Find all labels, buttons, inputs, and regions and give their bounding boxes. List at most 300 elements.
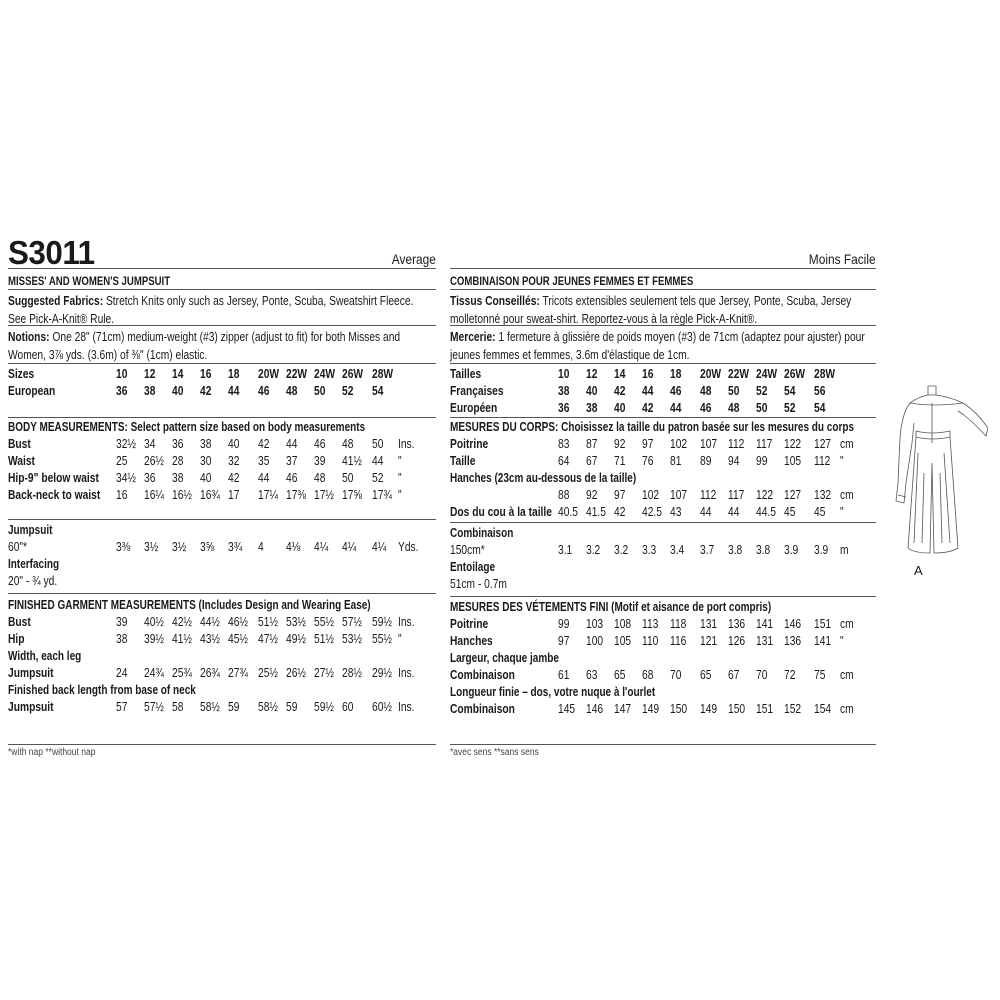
- cell-value: 34½: [116, 471, 136, 485]
- cell-value: 107: [670, 488, 688, 502]
- body-waist-row: [8, 453, 436, 470]
- cell-value: 39: [314, 454, 326, 468]
- cell-value: 49½: [286, 632, 306, 646]
- cell-value: 20W: [700, 367, 722, 381]
- cell-value: 43½: [200, 632, 220, 646]
- row-label: Hip-9" below waist: [8, 471, 99, 485]
- cell-value: 44½: [200, 615, 220, 629]
- body-hip-row: [8, 470, 436, 487]
- cell-value: 117: [728, 488, 745, 502]
- cell-value: 59½: [372, 615, 392, 629]
- cell-value: 48: [728, 401, 740, 415]
- cell-value: 141: [814, 634, 832, 648]
- unit-label: ": [840, 505, 844, 519]
- row-label: Sizes: [8, 367, 35, 381]
- cell-value: 57½: [342, 615, 362, 629]
- cell-value: 58: [172, 700, 184, 714]
- unit-label: ": [398, 632, 402, 646]
- cell-value: 59: [286, 700, 298, 714]
- cell-value: 54: [814, 401, 826, 415]
- cell-value: 41.5: [586, 505, 606, 519]
- difficulty-level: Average: [391, 251, 436, 267]
- cell-value: 48: [314, 471, 326, 485]
- cell-value: 35: [258, 454, 270, 468]
- cell-value: 40: [200, 471, 212, 485]
- row-label: Back-neck to waist: [8, 488, 101, 502]
- cell-value: 40½: [144, 615, 164, 629]
- cell-value: 47½: [258, 632, 278, 646]
- body-measurements-header: BODY MEASUREMENTS: Select pattern size based on body measurements: [8, 420, 366, 434]
- cell-value: 48: [286, 384, 298, 398]
- divider: [450, 744, 876, 745]
- cell-value: 68: [642, 668, 654, 682]
- divider: [8, 593, 436, 594]
- cell-value: 145: [558, 702, 576, 716]
- cell-value: 28: [172, 454, 184, 468]
- row-label: Combinaison: [450, 702, 515, 716]
- cell-value: 46: [314, 437, 326, 451]
- cell-value: 17⅜: [286, 488, 306, 502]
- body-hip-row-fr: [450, 487, 876, 504]
- cell-value: 42.5: [642, 505, 662, 519]
- unit-label: ": [398, 488, 402, 502]
- cell-value: 10: [116, 367, 128, 381]
- cell-value: 151: [756, 702, 774, 716]
- notions-fr: [450, 328, 876, 364]
- row-label: Bust: [8, 615, 31, 629]
- unit-label: cm: [840, 702, 854, 716]
- cell-value: 107: [700, 437, 718, 451]
- cell-value: 154: [814, 702, 832, 716]
- cell-value: 17¾: [372, 488, 392, 502]
- cell-value: 46: [258, 384, 270, 398]
- cell-value: 36: [144, 471, 156, 485]
- cell-value: 52: [756, 384, 768, 398]
- cell-value: 112: [728, 437, 745, 451]
- cell-value: 38: [558, 384, 570, 398]
- cell-value: 99: [558, 617, 570, 631]
- interfacing-label-fr: Entoilage: [450, 560, 496, 574]
- cell-value: 22W: [728, 367, 750, 381]
- cell-value: 136: [728, 617, 746, 631]
- cell-value: 99: [756, 454, 768, 468]
- cell-value: 112: [814, 454, 831, 468]
- row-label: Jumpsuit: [8, 666, 54, 680]
- cell-value: 16: [200, 367, 212, 381]
- row-label: Françaises: [450, 384, 504, 398]
- unit-label: Ins.: [398, 666, 415, 680]
- unit-label: ": [398, 454, 402, 468]
- row-label: Hip: [8, 632, 25, 646]
- european-sizes-row-fr: [450, 400, 876, 417]
- cell-value: 97: [558, 634, 570, 648]
- cell-value: 3.8: [756, 543, 771, 557]
- hips-header-fr: Hanches (23cm au-dessous de la taille): [450, 471, 637, 485]
- fabrics-label-fr: Tissus Conseillés:: [450, 294, 540, 308]
- divider: [8, 417, 436, 418]
- pattern-title: MISSES' AND WOMEN'S JUMPSUIT: [8, 274, 171, 288]
- cell-value: 46: [700, 401, 712, 415]
- cell-value: 92: [614, 437, 626, 451]
- cell-value: 18: [670, 367, 682, 381]
- cell-value: 71: [614, 454, 626, 468]
- cell-value: 46: [670, 384, 682, 398]
- cell-value: 112: [700, 488, 717, 502]
- cell-value: 40: [228, 437, 240, 451]
- cell-value: 38: [172, 471, 184, 485]
- cell-value: 55½: [314, 615, 334, 629]
- interfacing-value: 20" - ¾ yd.: [8, 574, 58, 588]
- cell-value: 149: [700, 702, 718, 716]
- cell-value: 32: [228, 454, 240, 468]
- cell-value: 146: [784, 617, 802, 631]
- cell-value: 37: [286, 454, 298, 468]
- french-sizes-row: [450, 383, 876, 400]
- view-label: A: [914, 563, 923, 578]
- cell-value: 3.9: [814, 543, 829, 557]
- cell-value: 45½: [228, 632, 248, 646]
- divider: [450, 289, 876, 290]
- cell-value: 45: [814, 505, 826, 519]
- cell-value: 17¼: [258, 488, 278, 502]
- cell-value: 65: [700, 668, 712, 682]
- fabrics-text: Stretch Knits only such as Jersey, Ponte, Scuba, Sweatshirt Fleece. See Pick-A-Knit® Rule.: [8, 294, 414, 326]
- cell-value: 26W: [784, 367, 806, 381]
- cell-value: 150: [728, 702, 746, 716]
- cell-value: 18: [228, 367, 240, 381]
- footnote: *with nap **without nap: [8, 747, 96, 758]
- cell-value: 131: [700, 617, 718, 631]
- divider: [8, 268, 436, 269]
- cell-value: 52: [342, 384, 354, 398]
- cell-value: 100: [586, 634, 604, 648]
- yardage-jumpsuit-label-fr: Combinaison: [450, 526, 514, 540]
- notions: [8, 328, 434, 364]
- cell-value: 25: [116, 454, 128, 468]
- cell-value: 141: [756, 617, 774, 631]
- cell-value: 26½: [144, 454, 164, 468]
- cell-value: 65: [614, 668, 626, 682]
- cell-value: 42: [228, 471, 240, 485]
- row-label: Bust: [8, 437, 31, 451]
- body-back-neck-row: [8, 487, 436, 504]
- cell-value: 42½: [172, 615, 192, 629]
- footnote-fr: *avec sens **sans sens: [450, 747, 539, 758]
- cell-value: 102: [670, 437, 688, 451]
- body-bust-row: [8, 436, 436, 453]
- cell-value: 150: [670, 702, 688, 716]
- notions-label: Notions:: [8, 330, 50, 344]
- cell-value: 28W: [814, 367, 836, 381]
- cell-value: 3.4: [670, 543, 685, 557]
- cell-value: 146: [586, 702, 604, 716]
- cell-value: 27½: [314, 666, 334, 680]
- cell-value: 20W: [258, 367, 280, 381]
- cell-value: 97: [642, 437, 654, 451]
- cell-value: 22W: [286, 367, 308, 381]
- cell-value: 57: [116, 700, 128, 714]
- row-label: Hanches: [450, 634, 493, 648]
- cell-value: 26¾: [200, 666, 220, 680]
- row-label: Combinaison: [450, 668, 515, 682]
- cell-value: 122: [784, 437, 802, 451]
- cell-value: 4⅛: [286, 540, 301, 554]
- finished-measurements-header: FINISHED GARMENT MEASUREMENTS (Includes Design and Wearing Ease): [8, 598, 371, 612]
- finished-hip-row-fr: [450, 633, 876, 650]
- cell-value: 44: [258, 471, 270, 485]
- divider: [8, 519, 436, 520]
- unit-label: m: [840, 543, 849, 557]
- cell-value: 28W: [372, 367, 394, 381]
- cell-value: 44: [286, 437, 298, 451]
- cell-value: 48: [700, 384, 712, 398]
- cell-value: 53½: [286, 615, 306, 629]
- cell-value: 4¼: [314, 540, 329, 554]
- divider: [8, 289, 436, 290]
- cell-value: 52: [784, 401, 796, 415]
- cell-value: 67: [586, 454, 598, 468]
- cell-value: 24W: [756, 367, 778, 381]
- cell-value: 36: [116, 384, 128, 398]
- cell-value: 3¾: [228, 540, 243, 554]
- cell-value: 12: [586, 367, 598, 381]
- cell-value: 24¾: [144, 666, 164, 680]
- cell-value: 121: [700, 634, 718, 648]
- cell-value: 3.7: [700, 543, 715, 557]
- cell-value: 58½: [258, 700, 278, 714]
- cell-value: 51½: [314, 632, 334, 646]
- divider: [450, 417, 876, 418]
- row-label: Jumpsuit: [8, 700, 54, 714]
- cell-value: 16: [116, 488, 128, 502]
- cell-value: 59: [228, 700, 240, 714]
- cell-value: 105: [784, 454, 802, 468]
- cell-value: 50: [372, 437, 384, 451]
- cell-value: 43: [670, 505, 682, 519]
- unit-label: cm: [840, 488, 854, 502]
- cell-value: 42: [258, 437, 270, 451]
- finished-length-row-fr: [450, 701, 876, 718]
- cell-value: 44.5: [756, 505, 776, 519]
- divider: [8, 325, 436, 326]
- cell-value: 25¾: [172, 666, 192, 680]
- cell-value: 34: [144, 437, 156, 451]
- cell-value: 4¼: [372, 540, 387, 554]
- cell-value: 59½: [314, 700, 334, 714]
- cell-value: 44: [700, 505, 712, 519]
- unit-label: ": [840, 634, 844, 648]
- fabrics-text-fr: Tricots extensibles seulement tels que Jersey, Ponte, Scuba, Jersey molletonné pour sweat-shirt. Reportez-vous à la règle Pick-A-Knit®.: [450, 294, 852, 326]
- cell-value: 52: [372, 471, 384, 485]
- cell-value: 17½: [314, 488, 334, 502]
- cell-value: 94: [728, 454, 740, 468]
- cell-value: 17⅝: [342, 488, 362, 502]
- suggested-fabrics: [8, 292, 434, 328]
- cell-value: 3⅜: [116, 540, 131, 554]
- cell-value: 16½: [172, 488, 192, 502]
- cell-value: 36: [172, 437, 184, 451]
- cell-value: 44: [642, 384, 654, 398]
- cell-value: 48: [342, 437, 354, 451]
- unit-label: ": [840, 454, 844, 468]
- cell-value: 63: [586, 668, 598, 682]
- cell-value: 102: [642, 488, 660, 502]
- cell-value: 81: [670, 454, 682, 468]
- cell-value: 72: [784, 668, 796, 682]
- cell-value: 29½: [372, 666, 392, 680]
- row-label: Poitrine: [450, 617, 489, 631]
- cell-value: 42: [200, 384, 212, 398]
- cell-value: 25½: [258, 666, 278, 680]
- body-measurements-header-fr: MESURES DU CORPS: Choisissez la taille du patron basée sur les mesures du corps: [450, 420, 855, 434]
- unit-label: Yds.: [398, 540, 419, 554]
- unit-label: cm: [840, 617, 854, 631]
- cell-value: 110: [642, 634, 659, 648]
- row-label: Waist: [8, 454, 35, 468]
- back-length-header: Finished back length from base of neck: [8, 683, 196, 697]
- cell-value: 44: [228, 384, 240, 398]
- cell-value: 97: [614, 488, 626, 502]
- cell-value: 67: [728, 668, 740, 682]
- unit-label: Ins.: [398, 700, 415, 714]
- finished-hip-row: [8, 631, 436, 648]
- cell-value: 3.8: [728, 543, 743, 557]
- finished-bust-row-fr: [450, 616, 876, 633]
- difficulty-level-fr: Moins Facile: [809, 251, 876, 267]
- cell-value: 12: [144, 367, 156, 381]
- interfacing-label: Interfacing: [8, 557, 60, 571]
- cell-value: 152: [784, 702, 802, 716]
- body-bust-row-fr: [450, 436, 876, 453]
- cell-value: 46: [286, 471, 298, 485]
- pattern-code: S3011: [8, 234, 95, 271]
- cell-value: 24: [116, 666, 128, 680]
- cell-value: 3.2: [614, 543, 629, 557]
- cell-value: 32½: [116, 437, 136, 451]
- notions-label-fr: Mercerie:: [450, 330, 496, 344]
- cell-value: 75: [814, 668, 826, 682]
- cell-value: 46½: [228, 615, 248, 629]
- cell-value: 118: [670, 617, 687, 631]
- divider: [8, 363, 436, 364]
- cell-value: 38: [586, 401, 598, 415]
- cell-value: 58½: [200, 700, 220, 714]
- cell-value: 83: [558, 437, 570, 451]
- cell-value: 126: [728, 634, 746, 648]
- unit-label: cm: [840, 668, 854, 682]
- leg-width-header-fr: Largeur, chaque jambe: [450, 651, 559, 665]
- cell-value: 40: [586, 384, 598, 398]
- cell-value: 24W: [314, 367, 336, 381]
- yardage-jumpsuit-label: Jumpsuit: [8, 523, 53, 537]
- body-back-neck-row-fr: [450, 504, 876, 521]
- cell-value: 16: [642, 367, 654, 381]
- yardage-jumpsuit-row-fr: [450, 542, 876, 559]
- cell-value: 92: [586, 488, 598, 502]
- cell-value: 122: [756, 488, 774, 502]
- european-sizes-row: [8, 383, 436, 400]
- cell-value: 45: [784, 505, 796, 519]
- cell-value: 50: [728, 384, 740, 398]
- unit-label: cm: [840, 437, 854, 451]
- cell-value: 89: [700, 454, 712, 468]
- cell-value: 30: [200, 454, 212, 468]
- cell-value: 105: [614, 634, 632, 648]
- pattern-title-fr: COMBINAISON POUR JEUNES FEMMES ET FEMMES: [450, 274, 694, 288]
- cell-value: 3.1: [558, 543, 573, 557]
- interfacing-row: [8, 573, 436, 590]
- cell-value: 88: [558, 488, 570, 502]
- cell-value: 38: [116, 632, 128, 646]
- finished-leg-row-fr: [450, 667, 876, 684]
- cell-value: 147: [614, 702, 632, 716]
- row-label: Poitrine: [450, 437, 489, 451]
- row-label: Dos du cou à la taille: [450, 505, 552, 519]
- fabric-width: 150cm*: [450, 543, 485, 557]
- row-label: Tailles: [450, 367, 482, 381]
- cell-value: 149: [642, 702, 660, 716]
- cell-value: 3.3: [642, 543, 657, 557]
- interfacing-row-fr: [450, 576, 876, 593]
- cell-value: 36: [558, 401, 570, 415]
- cell-value: 40: [172, 384, 184, 398]
- jumpsuit-illustration: [888, 383, 988, 583]
- cell-value: 57½: [144, 700, 164, 714]
- unit-label: Ins.: [398, 437, 415, 451]
- cell-value: 50: [314, 384, 326, 398]
- cell-value: 76: [642, 454, 654, 468]
- fabric-width: 60"*: [8, 540, 28, 554]
- fabrics-label: Suggested Fabrics:: [8, 294, 104, 308]
- cell-value: 3½: [144, 540, 159, 554]
- cell-value: 41½: [172, 632, 192, 646]
- finished-bust-row: [8, 614, 436, 631]
- cell-value: 50: [756, 401, 768, 415]
- cell-value: 4: [258, 540, 264, 554]
- cell-value: 127: [784, 488, 802, 502]
- divider: [450, 596, 876, 597]
- leg-width-header: Width, each leg: [8, 649, 82, 663]
- cell-value: 131: [756, 634, 774, 648]
- cell-value: 27¾: [228, 666, 248, 680]
- finished-leg-row: [8, 665, 436, 682]
- cell-value: 60: [342, 700, 354, 714]
- cell-value: 70: [756, 668, 768, 682]
- row-label: European: [8, 384, 56, 398]
- cell-value: 87: [586, 437, 598, 451]
- back-length-header-fr: Longueur finie – dos, votre nuque à l'ourlet: [450, 685, 656, 699]
- cell-value: 132: [814, 488, 832, 502]
- cell-value: 50: [342, 471, 354, 485]
- finished-length-row: [8, 699, 436, 716]
- cell-value: 42: [614, 505, 626, 519]
- cell-value: 3.9: [784, 543, 799, 557]
- cell-value: 60½: [372, 700, 392, 714]
- cell-value: 26½: [286, 666, 306, 680]
- notions-text-fr: 1 fermeture à glissière de poids moyen (#3) de 71cm (adaptez pour ajuster) pour jeunes femmes et femmes, 3.6m d'élastique de 1cm.: [450, 330, 865, 362]
- notions-text: One 28" (71cm) medium-weight (#3) zipper (adjust to fit) for both Misses and Women, 3⅞ yds. (3.6m) of ⅜" (1cm) elastic.: [8, 330, 401, 362]
- cell-value: 3⅝: [200, 540, 215, 554]
- cell-value: 54: [784, 384, 796, 398]
- cell-value: 117: [756, 437, 773, 451]
- cell-value: 14: [172, 367, 184, 381]
- cell-value: 39: [116, 615, 128, 629]
- cell-value: 14: [614, 367, 626, 381]
- cell-value: 54: [372, 384, 384, 398]
- cell-value: 39½: [144, 632, 164, 646]
- divider: [8, 744, 436, 745]
- interfacing-value-fr: 51cm - 0.7m: [450, 577, 507, 591]
